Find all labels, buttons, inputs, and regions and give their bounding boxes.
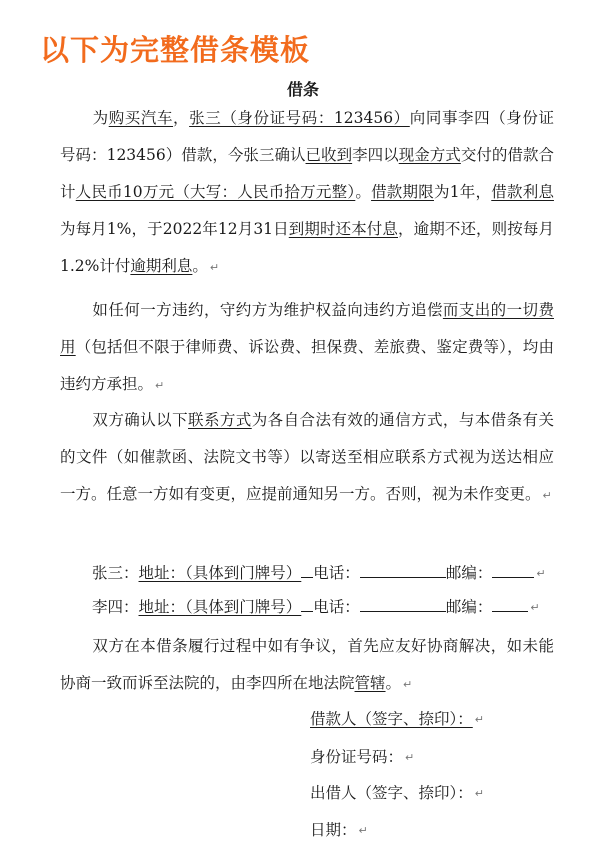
paragraph-breach-costs: 如任何一方违约，守约方为维护权益向违约方追偿而支出的一切费用（包括但不限于律师费、诉讼费、担保费、差旅费、鉴定费等），均由违约方承担。 ↵ (60, 301, 554, 393)
signature-borrower: 借款人（签字、捺印）： ↵ (310, 710, 484, 728)
paragraph-mark-icon: ↵ (403, 677, 413, 691)
banner-title: 以下为完整借条模板 (40, 33, 311, 67)
contact-line-zhangsan: 张三：地址：（具体到门牌号） 电话： 邮编： ↵ (92, 564, 546, 582)
signature-id-number: 身份证号码： ↵ (310, 748, 415, 766)
paragraph-mark-icon: ↵ (358, 824, 368, 837)
paragraph-dispute-resolution: 双方在本借条履行过程中如有争议，首先应友好协商解决，如未能协商一致而诉至法院的，由李四所在地法院管辖。 ↵ (60, 637, 554, 692)
paragraph-mark-icon: ↵ (530, 601, 540, 614)
paragraph-contact-methods: 双方确认以下联系方式为各自合法有效的通信方式，与本借条有关的文件（如催款函、法院文书等）以寄送至相应联系方式视为送达相应一方。任意一方如有变更，应提前通知另一方。否则，视为未作变更。 ↵ (60, 411, 554, 503)
paragraph-mark-icon: ↵ (209, 260, 220, 274)
document-title: 借条 (286, 80, 319, 99)
paragraph-mark-icon: ↵ (542, 488, 552, 502)
paragraph-mark-icon: ↵ (536, 567, 546, 580)
paragraph-mark-icon: ↵ (155, 378, 165, 392)
paragraph-mark-icon: ↵ (405, 751, 415, 764)
paragraph-mark-icon: ↵ (474, 713, 484, 726)
paragraph-loan-terms: 为购买汽车，张三（身份证号码：123456）向同事李四（身份证号码：123456）借款，今张三确认已收到李四以现金方式交付的借款合计人民币10万元（大写：人民币拾万元整）。借款期限为1年，借款利息为每月1%，于2022年12月31日到期时还本付息，逾期不还，则按每月1.2%计付逾期利息。 ↵ (60, 109, 554, 275)
signature-date: 日期： ↵ (310, 821, 368, 839)
contact-line-lisi: 李四：地址：（具体到门牌号） 电话： 邮编： ↵ (92, 598, 540, 616)
signature-lender: 出借人（签字、捺印）： ↵ (310, 784, 484, 802)
paragraph-mark-icon: ↵ (474, 787, 484, 800)
